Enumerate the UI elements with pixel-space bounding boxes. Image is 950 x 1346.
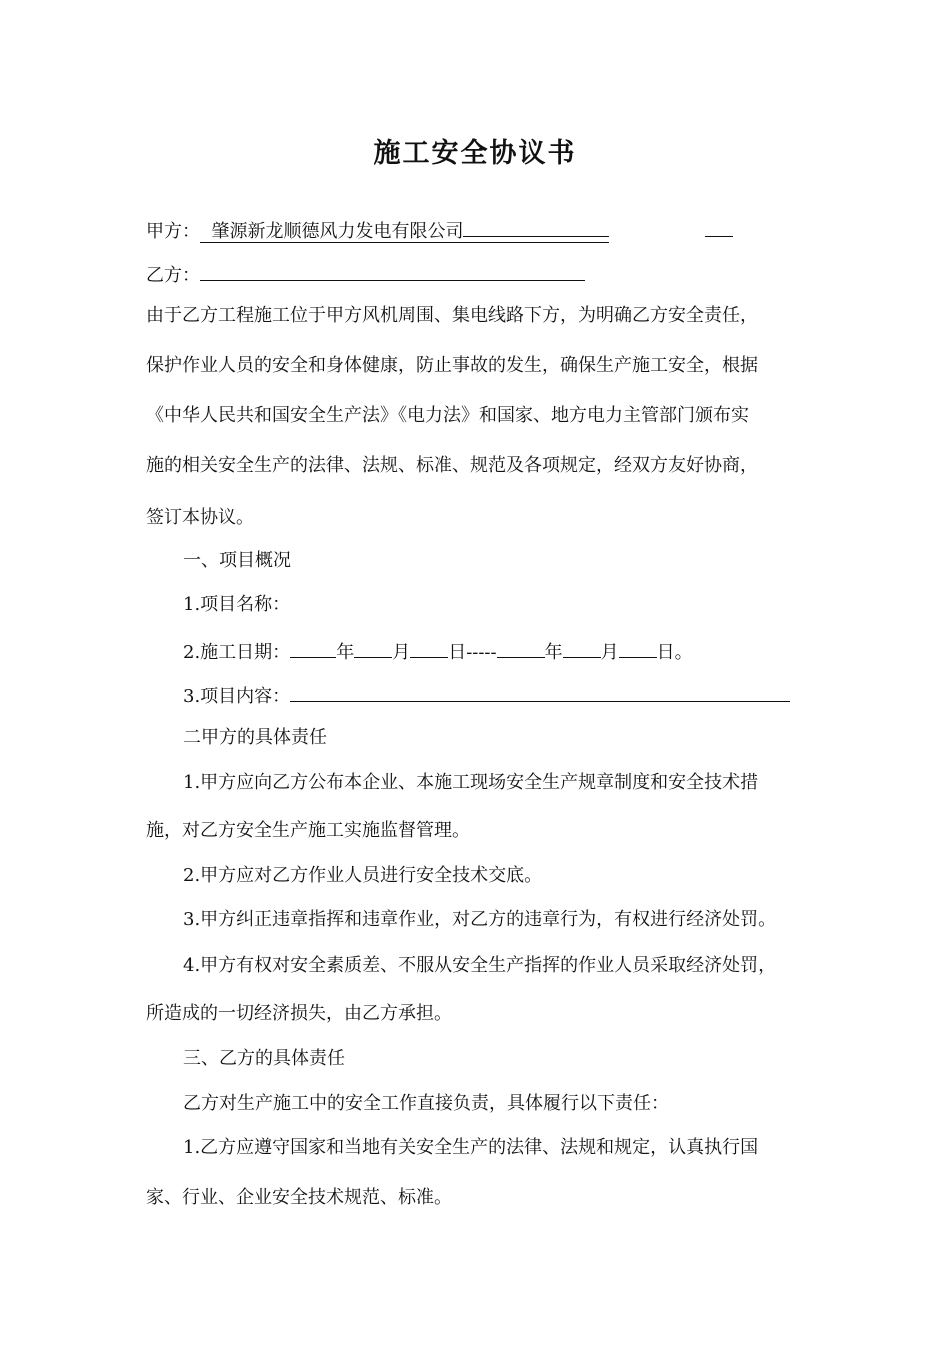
party-a-line [146, 214, 733, 246]
intro-line: 由于乙方工程施工位于甲方风机周围、集电线路下方，为明确乙方安全责任， [146, 305, 758, 326]
intro-line: 签订本协议。 [146, 507, 254, 528]
section2-line: 3.甲方纠正违章指挥和违章作业，对乙方的违章行为，有权进行经济处罚。 [183, 909, 777, 930]
party-b-blank [200, 258, 585, 281]
section1-heading: 一、项目概况 [183, 550, 291, 571]
section2-line: 1.甲方应向乙方公布本企业、本施工现场安全生产规章制度和安全技术措 [183, 772, 759, 793]
party-a-label: 甲方： [146, 221, 200, 242]
party-a-extra-blank [705, 214, 733, 237]
section3-line: 家、行业、企业安全技术规范、标准。 [146, 1187, 452, 1208]
party-a-name: 肇源新龙顺德风力发电有限公司 [200, 221, 609, 243]
project-content-line: 3.项目内容： [183, 679, 790, 711]
intro-line: 施的相关安全生产的法律、法规、标准、规范及各项规定，经双方友好协商， [146, 455, 758, 476]
intro-line: 《中华人民共和国安全生产法》《电力法》和国家、地方电力主管部门颁布实 [146, 405, 749, 426]
project-name-label: 1.项目名称： [183, 594, 291, 615]
project-content-blank [290, 679, 790, 702]
section2-line: 施，对乙方安全生产施工实施监督管理。 [146, 820, 470, 841]
document-title: 施工安全协议书 [373, 138, 577, 169]
section3-heading: 三、乙方的具体责任 [183, 1048, 345, 1069]
section2-line: 4.甲方有权对安全素质差、不服从安全生产指挥的作业人员采取经济处罚， [183, 955, 777, 976]
section2-line: 2.甲方应对乙方作业人员进行安全技术交底。 [183, 865, 543, 886]
section2-heading: 二甲方的具体责任 [183, 727, 327, 748]
section3-line: 乙方对生产施工中的安全工作直接负责，具体履行以下责任： [183, 1093, 669, 1114]
intro-line: 保护作业人员的安全和身体健康，防止事故的发生，确保生产施工安全，根据 [146, 355, 758, 376]
section2-line: 所造成的一切经济损失，由乙方承担。 [146, 1003, 452, 1024]
party-b-label: 乙方： [146, 265, 200, 286]
party-b-line [146, 258, 585, 290]
construction-date-line: 2.施工日期： 年 月 日----- 年 月 日。 [183, 635, 693, 667]
section3-line: 1.乙方应遵守国家和当地有关安全生产的法律、法规和规定，认真执行国 [183, 1137, 759, 1158]
